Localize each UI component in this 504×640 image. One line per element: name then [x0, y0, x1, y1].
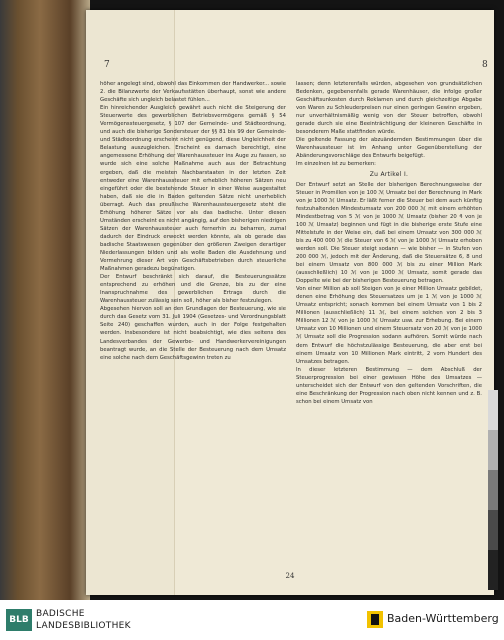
text-paragraph: Von einer Million ab soll Steigen von je einer Million Umsatz gebildet, denen eine Erhöhung des Steuersatzes um je 1 ℳ von je 1000 ℳ Umsatz entspricht; sonach kommen bei einem Umsatz von 1 bis 2 Millionen (ausschließlich) 11 ℳ, bei einem solchen von 2 bis 3 Millionen 12 ℳ von je 1000 ℳ Umsatz usw. zur Erhebung. Bei einem Umsatz von 10 Millionen und einem Steuersatz von 20 ℳ von je 1000 ℳ Umsatz soll die Progression sodann aufhören. Somit würde nach dem Entwurf die höchstzulässige Besteuerung, die aber erst bei einem Umsatz von 10 Millionen Mark eintritt, 2 vom Hundert des Umsatzes betragen.: [296, 286, 482, 365]
left-text-column: [100, 80, 286, 566]
blb-name-line2: LANDESBIBLIOTHEK: [36, 621, 131, 631]
scanned-page: [86, 10, 494, 595]
folio-number: 24: [285, 572, 295, 580]
text-paragraph: Der Entwurf beschränkt sich darauf, die Besteuerungssätze entsprechend zu erhöhen und die Grenze, bis zu der eine Inanspruchnahme des gewerblichen Ertrags durch die Warenhaussteuer zulässig sein soll, höher als bisher festzulegen.: [100, 274, 286, 305]
color-calibration-strip: [488, 390, 498, 590]
text-paragraph: lassen; denn letzterenfalls würden, abgesehen von grundsätzlichen Bedenken, gegebenenfalls gerade Warenhäuser, die infolge großer Geschäftsunkosten durch Reklamen und durch gleichzeitige Abgabe von Waren zu Schleuderpreisen nur einen geringen Gewinn ergeben, nur unverhältnismäßig wenig von der Steuer betroffen, obwohl gerade durch sie eine Beeinträchtigung der kleineren Geschäfte in besonderem Maße stattfinden würde.: [296, 81, 482, 136]
text-paragraph: Ein hinreichender Ausgleich gewährt auch nicht die Steigerung der Steuerwerte des gewerblichen Betriebsvermögens gemäß § 54 Vermögenssteuergesetz, § 107 der Gemeinde- und Städteordnung, und auch die bisherige Sondersteuer der §§ 81 bis 99 der Gemeinde- und Städteordnung erscheint nicht genügend, diese Ungleichheit der Belastung auszugleichen. Erscheint es darnach berechtigt, eine angemessene Erhöhung der Warenhaussteuer ins Auge zu fassen, so wurde sich eine solche Maßnahme auch aus der Betrachtung ergeben, daß die meisten Nachbarstaaten in der letzten Zeit entweder eine Warenhaussteuer mit erheblich höheren Sätzen neu eingeführt oder die bestehende Steuer in einer Weise ausgestaltet haben, daß sie die in Baden geltenden Sätze nicht unerheblich überragt. Auch das preußische Warenhaussteuergesetz steht die Erhöhung höherer Sätze vor als das badische. Unter diesen Umständen erscheint es nicht angängig, auf den bisherigen niedrigen Sätzen der Warenhaussteuer auch fernerhin zu beharren, zumal dadurch der Eindruck erweckt werden könnte, als ob gerade das badische Staatswesen gegenüber den größeren Zweigen derartiger Niederlassungen bilden und als wolle Baden die Ausdehnung und Vermehrung dieser Art von Geschäftsbetrieben durch steuerliche Maßnahmen geradezu begünstigen.: [100, 105, 286, 273]
text-paragraph: In dieser letzteren Bestimmung — dem Abschluß der Steuerprogression bei einer gewissen Höhe des Umsatzes — unterscheidet sich der Entwurf von den geltenden Vorschriften, die eine Beschränkung der Progression nach oben nicht kennen und z. B. schon bei einem Umsatz von: [296, 366, 482, 405]
baden-wuerttemberg-icon: [367, 611, 383, 628]
right-text-column: [296, 80, 482, 566]
text-paragraph: höher angelegt sind, obwohl das Einkommen der Handwerker... sowie 2. die Bilanzwerte der Verkaufsstätten überhaupt, sonst wie andere Geschäfte sich ungleich belastet fühlen...: [100, 81, 286, 104]
footer-bar: [0, 600, 504, 640]
text-paragraph: Abgesehen hiervon soll an den Grundlagen der Besteuerung, wie sie durch das Gesetz vom 31. Juli 1904 (Gesetzes- und Verordnungsblatt Seite 240) geschaffen wurden, auch in der Folge festgehalten werden. Insbesondere ist nicht beabsichtigt, wie dies seitens des Landesverbandes der Gewerbe- und Handwerkervereinigungen beantragt wurde, an die Stelle der Besteuerung nach dem Umsatz eine solche nach dem Geschäftsgewinn treten zu: [100, 306, 286, 361]
baden-wuerttemberg-label[interactable]: Baden-Württemberg: [387, 612, 499, 625]
book-spine: [0, 0, 90, 600]
text-paragraph: Die geltende Fassung der abzuändernden Bestimmungen über die Warenhaussteuer ist im Anhang unter Gegenüberstellung der Abänderungsvorschläge des Entwurfs beigefügt.: [296, 137, 482, 160]
page-number-left: 7: [104, 60, 110, 70]
blb-name-line1: BADISCHE: [36, 609, 85, 619]
text-paragraph: Im einzelnen ist zu bemerken:: [296, 161, 376, 168]
blb-name[interactable]: [36, 608, 131, 632]
section-heading: Zu Artikel I.: [369, 170, 409, 178]
page-number-right: 8: [482, 60, 488, 70]
blb-logo[interactable]: BLB: [6, 609, 32, 631]
text-paragraph: Der Entwurf setzt an Stelle der bisherigen Berechnungsweise der Steuer in Promillen von je 100 ℳ Umsatz bei der Berechnung in Mark von je 1000 ℳ Umsatz. Er läßt ferner die Steuer bei dem auch künftig festzuhaltenden Mindestumsatz von 200 000 ℳ mit einem erhöhten Mindestbetrag von 5 ℳ von je 1000 ℳ Umsatz (bisher 20 ₰ von je 100 ℳ Umsatz) beginnen und fügt in die bisherige erste Stufe eine Mittelstufe in der Weise ein, daß bei einem Umsatz von 300 000 ℳ bis zu 400 000 ℳ die Steuer von 6 ℳ von je 1000 ℳ Umsatz erhoben werden soll. Die Steuer steigt sodann — wie bisher — in Stufen von 200 000 ℳ, jedoch mit der Änderung, daß die Steuersätze 6, 8 und bei einem Umsatz von 800 000 ℳ bis zu einer Million Mark (ausschließlich) 10 ℳ von je 1000 ℳ Umsatz, somit gerade das Doppelte wie bei der bisherigen Besteuerung betragen.: [296, 181, 482, 285]
